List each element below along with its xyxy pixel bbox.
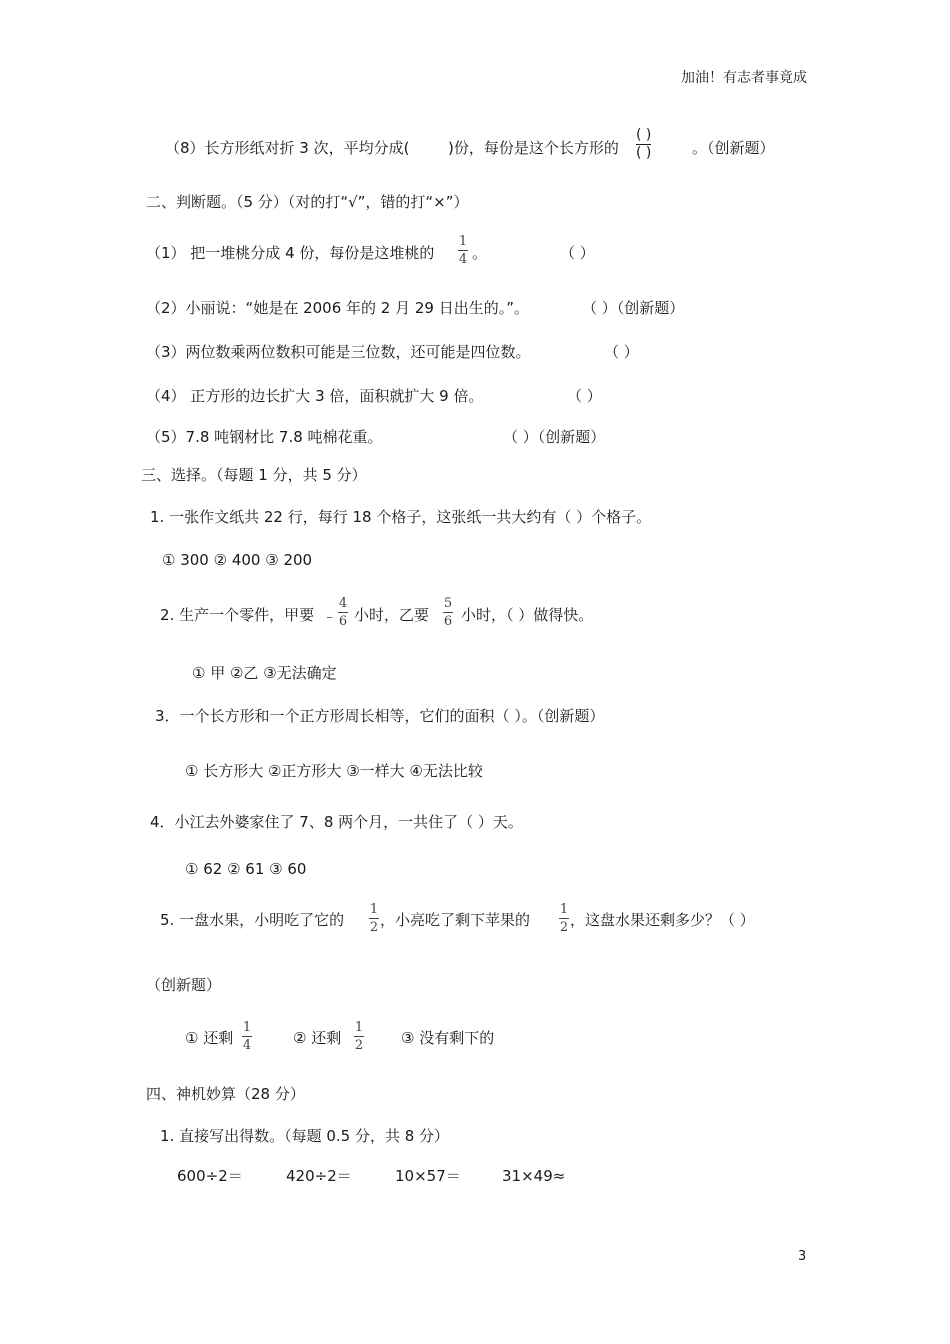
s3-q2-fraction-1 bbox=[338, 596, 348, 629]
s3-q5-fraction-1 bbox=[369, 902, 379, 935]
s2-q1-fraction bbox=[458, 234, 468, 267]
s2-q5-answer-paren: （ ）（创新题） bbox=[503, 428, 606, 446]
s3-q5-option-2: ② 还剩 bbox=[293, 1029, 342, 1047]
s3-q5-option-1: ① 还剩 bbox=[185, 1029, 234, 1047]
fraction-denominator: 2 bbox=[354, 1038, 364, 1053]
s2-q1-text: （1） 把一堆桃分成 4 份，每份是这堆桃的 bbox=[146, 244, 435, 262]
dash-mark bbox=[327, 617, 332, 618]
fraction-numerator: 1 bbox=[369, 902, 379, 917]
s2-q2-answer-paren: （ ）（创新题） bbox=[582, 299, 685, 317]
fraction-numerator: ( ) bbox=[636, 127, 652, 143]
fraction-denominator: 6 bbox=[338, 614, 348, 629]
calc-item: 31×49≈ bbox=[502, 1167, 566, 1185]
fraction-denominator: 2 bbox=[369, 920, 379, 935]
fraction-denominator: ( ) bbox=[636, 145, 652, 161]
fraction-bar bbox=[354, 1036, 364, 1037]
q8-text-a: （8）长方形纸对折 3 次，平均分成( bbox=[165, 139, 410, 157]
calc-item: 420÷2＝ bbox=[286, 1167, 352, 1185]
s3-q2-text-b: 小时，乙要 bbox=[354, 606, 430, 624]
fraction-denominator: 6 bbox=[443, 614, 453, 629]
s2-q1-end: 。 bbox=[472, 244, 488, 262]
s3-q4-options: ① 62 ② 61 ③ 60 bbox=[185, 860, 307, 878]
fraction-bar bbox=[338, 612, 348, 613]
s2-q4-answer-paren: （ ） bbox=[567, 387, 602, 405]
s3-q5-option-2-fraction bbox=[354, 1020, 364, 1053]
header-motto: 加油！有志者事竟成 bbox=[681, 70, 807, 86]
fraction-bar bbox=[559, 918, 569, 919]
s3-q5-text-c: ，这盘水果还剩多少？（ ） bbox=[570, 911, 755, 929]
s3-q2-text-a: 2. 生产一个零件，甲要 bbox=[160, 606, 315, 624]
s3-q4-text: 4．小江去外婆家住了 7、8 两个月，一共住了（ ）天。 bbox=[150, 813, 523, 831]
section4-title: 四、神机妙算（28 分） bbox=[146, 1085, 305, 1103]
fraction-numerator: 5 bbox=[443, 596, 453, 611]
s3-q5-option-3: ③ 没有剩下的 bbox=[401, 1029, 495, 1047]
s2-q3-text: （3）两位数乘两位数积可能是三位数，还可能是四位数。 bbox=[146, 343, 531, 361]
s3-q2-text-c: 小时，（ ）做得快。 bbox=[461, 606, 594, 624]
q8-text-c: 。（创新题） bbox=[692, 139, 775, 157]
q8-blank-fraction bbox=[636, 128, 651, 161]
s3-q3-options: ① 长方形大 ②正方形大 ③一样大 ④无法比较 bbox=[185, 762, 483, 780]
s3-q5-text-a: 5. 一盘水果，小明吃了它的 bbox=[160, 911, 345, 929]
section3-title: 三、选择。（每题 1 分，共 5 分） bbox=[141, 466, 367, 484]
fraction-denominator: 2 bbox=[559, 920, 569, 935]
s3-q2-options: ① 甲 ②乙 ③无法确定 bbox=[192, 664, 337, 682]
s4-sub1-text: 1. 直接写出得数。（每题 0.5 分，共 8 分） bbox=[160, 1127, 450, 1145]
s3-q5-text-b: ，小亮吃了剩下苹果的 bbox=[380, 911, 531, 929]
q8-text-b: )份，每份是这个长方形的 bbox=[448, 139, 619, 157]
fraction-bar bbox=[443, 612, 453, 613]
fraction-bar bbox=[242, 1036, 252, 1037]
fraction-numerator: 1 bbox=[242, 1020, 252, 1035]
s3-q5-fraction-2 bbox=[559, 902, 569, 935]
s3-q3-text: 3．一个长方形和一个正方形周长相等，它们的面积（ ）。（创新题） bbox=[155, 707, 605, 725]
fraction-numerator: 4 bbox=[338, 596, 348, 611]
s2-q1-answer-paren: （ ） bbox=[560, 244, 595, 262]
fraction-denominator: 4 bbox=[458, 252, 468, 267]
calc-item: 600÷2＝ bbox=[177, 1167, 243, 1185]
s2-q4-text: （4） 正方形的边长扩大 3 倍，面积就扩大 9 倍。 bbox=[146, 387, 484, 405]
s3-q1-options: ① 300 ② 400 ③ 200 bbox=[162, 551, 313, 569]
fraction-numerator: 1 bbox=[458, 234, 468, 249]
s2-q3-answer-paren: （ ） bbox=[604, 343, 639, 361]
s3-q5-tag: （创新题） bbox=[146, 976, 222, 994]
fraction-bar bbox=[458, 250, 468, 251]
s3-q5-option-1-fraction bbox=[242, 1020, 252, 1053]
fraction-numerator: 1 bbox=[559, 902, 569, 917]
s2-q5-text: （5）7.8 吨钢材比 7.8 吨棉花重。 bbox=[146, 428, 383, 446]
s2-q2-text: （2）小丽说：“她是在 2006 年的 2 月 29 日出生的。”。 bbox=[146, 299, 529, 317]
fraction-bar bbox=[369, 918, 379, 919]
section2-title: 二、判断题。（5 分）（对的打“√”，错的打“×”） bbox=[146, 193, 469, 211]
fraction-numerator: 1 bbox=[354, 1020, 364, 1035]
calc-item: 10×57＝ bbox=[395, 1167, 461, 1185]
s3-q1-text: 1. 一张作文纸共 22 行，每行 18 个格子，这张纸一共大约有（ ）个格子。 bbox=[150, 508, 652, 526]
page-number: 3 bbox=[798, 1249, 807, 1264]
s3-q2-fraction-2 bbox=[443, 596, 453, 629]
fraction-denominator: 4 bbox=[242, 1038, 252, 1053]
